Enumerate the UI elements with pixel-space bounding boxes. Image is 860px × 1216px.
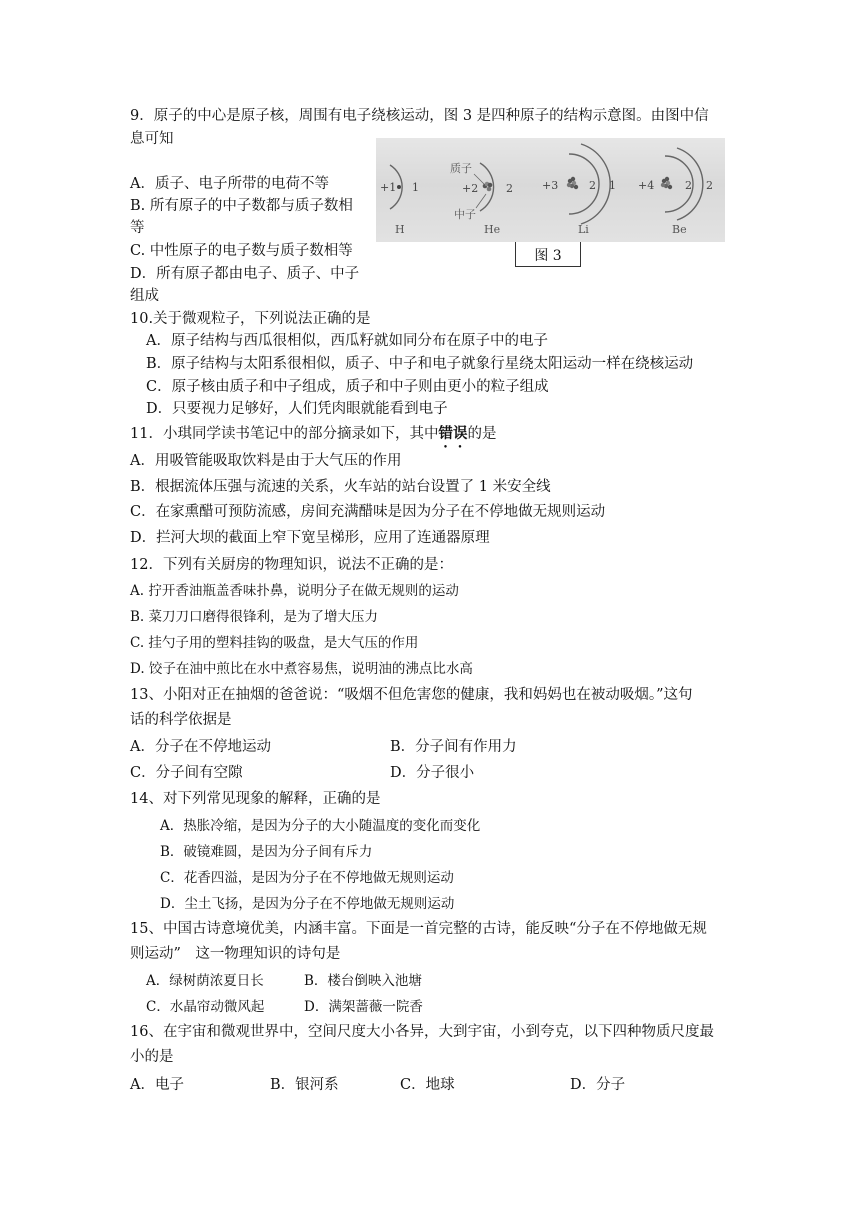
atom-be-charge: +4 bbox=[638, 179, 655, 192]
atom-h-shell-1-count: 1 bbox=[412, 181, 419, 194]
q16-stem-line2: 小的是 bbox=[130, 1049, 174, 1065]
q9-option-b-line1: B. 所有原子的中子数都与质子数相 bbox=[130, 198, 353, 214]
q15-option-a: A．绿树荫浓夏日长 bbox=[146, 973, 264, 989]
atom-hydrogen bbox=[380, 165, 419, 236]
q9-stem-line1: 9．原子的中心是原子核，周围有电子绕核运动，图 3 是四种原子的结构示意图。由图中信 bbox=[130, 108, 709, 124]
q13-option-c: C．分子间有空隙 bbox=[130, 765, 243, 781]
q9-option-d-line2: 组成 bbox=[130, 288, 159, 304]
q14-option-a: A．热胀冷缩，是因为分子的大小随温度的变化而变化 bbox=[160, 818, 481, 834]
q10-option-a: A．原子结构与西瓜很相似，西瓜籽就如同分布在原子中的电子 bbox=[146, 333, 548, 349]
label-neutron-pointer bbox=[476, 194, 486, 208]
q9-option-a: A．质子、电子所带的电荷不等 bbox=[130, 176, 329, 192]
q13-option-b: B．分子间有作用力 bbox=[390, 739, 517, 755]
atom-lithium bbox=[542, 144, 616, 236]
q9-option-b-line2: 等 bbox=[130, 220, 145, 236]
atom-h-charge: +1 bbox=[380, 181, 397, 194]
atom-he-shell-1-count: 2 bbox=[506, 182, 513, 195]
q13-option-d: D．分子很小 bbox=[390, 765, 475, 781]
q14-option-b: B．破镜难圆，是因为分子间有斥力 bbox=[160, 844, 373, 860]
atom-he-neutron-1 bbox=[487, 187, 492, 192]
atom-he-symbol: He bbox=[484, 223, 501, 236]
atom-li-particle-4 bbox=[574, 185, 578, 189]
q14-stem: 14、对下列常见现象的解释，正确的是 bbox=[130, 791, 381, 807]
atom-structure-svg bbox=[376, 138, 725, 242]
q10-option-d: D．只要视力足够好，人们凭肉眼就能看到电子 bbox=[146, 401, 448, 417]
q14-option-c: C．花香四溢，是因为分子在不停地做无规则运动 bbox=[160, 870, 454, 886]
atom-be-shell-1-count: 2 bbox=[685, 179, 692, 192]
q11-option-a: A．用吸管能吸取饮料是由于大气压的作用 bbox=[130, 453, 402, 469]
q11-option-d: D．拦河大坝的截面上窄下宽呈梯形，应用了连通器原理 bbox=[130, 530, 490, 546]
q13-stem-line2: 话的科学依据是 bbox=[130, 712, 232, 728]
q16-option-d: D．分子 bbox=[570, 1077, 626, 1093]
atom-structure-figure bbox=[376, 138, 725, 242]
atom-be-shell-2-count: 2 bbox=[706, 179, 713, 192]
atom-he-proton-2 bbox=[488, 183, 493, 188]
atom-be-particle-5 bbox=[661, 183, 665, 187]
q9-stem-line2: 息可知 bbox=[130, 131, 174, 147]
q11-option-c: C．在家熏醋可预防流感，房间充满醋味是因为分子在不停地做无规则运动 bbox=[130, 504, 606, 520]
q9-option-d-line1: D．所有原子都由电子、质子、中子 bbox=[130, 266, 360, 282]
q15-option-b: B．楼台倒映入池塘 bbox=[304, 973, 422, 989]
q14-option-d: D．尘土飞扬，是因为分子在不停地做无规则运动 bbox=[160, 896, 455, 912]
atom-he-charge: +2 bbox=[462, 182, 479, 195]
atom-helium bbox=[450, 161, 513, 236]
atom-be-particle-6 bbox=[665, 177, 669, 181]
atom-be-symbol: Be bbox=[672, 223, 687, 236]
atom-h-nucleus bbox=[397, 185, 401, 189]
q11-stem-emphasis: 错误 bbox=[438, 425, 468, 442]
q11-stem bbox=[130, 424, 496, 451]
q10-stem: 10.关于微观粒子，下列说法正确的是 bbox=[130, 311, 371, 327]
atom-li-shell-1-count: 2 bbox=[589, 179, 596, 192]
q16-stem-line1: 16、在宇宙和微观世界中，空间尺度大小各异，大到宇宙，小到夸克，以下四种物质尺度最 bbox=[130, 1024, 714, 1040]
q13-option-a: A．分子在不停地运动 bbox=[130, 739, 271, 755]
q13-stem-line1: 13、小阳对正在抽烟的爸爸说：“吸烟不但危害您的健康，我和妈妈也在被动吸烟。”这句 bbox=[130, 687, 693, 703]
atom-li-particle-6 bbox=[571, 177, 575, 181]
atom-be-particle-4 bbox=[668, 185, 672, 189]
q11-stem-post: 的是 bbox=[467, 426, 497, 442]
atom-li-shell-2-count: 1 bbox=[609, 179, 616, 192]
q12-option-c: C. 挂勺子用的塑料挂钩的吸盘，是大气压的作用 bbox=[130, 635, 419, 651]
q10-option-b: B．原子结构与太阳系很相似，质子、中子和电子就象行星绕太阳运动一样在绕核运动 bbox=[146, 356, 694, 372]
q10-option-c: C．原子核由质子和中子组成，质子和中子则由更小的粒子组成 bbox=[146, 379, 549, 395]
q12-option-b: B. 菜刀刀口磨得很锋利，是为了增大压力 bbox=[130, 609, 379, 625]
figure-caption-box bbox=[515, 242, 581, 267]
atom-li-particle-5 bbox=[567, 183, 571, 187]
atom-h-symbol: H bbox=[395, 223, 405, 236]
q15-option-c: C．水晶帘动微风起 bbox=[146, 999, 265, 1015]
q11-stem-pre: 11．小琪同学读书笔记中的部分摘录如下，其中 bbox=[130, 426, 439, 442]
figure-caption: 图 3 bbox=[534, 248, 562, 264]
q16-option-b: B．银河系 bbox=[270, 1077, 339, 1093]
q16-option-c: C．地球 bbox=[400, 1077, 455, 1093]
q9-option-c: C. 中性原子的电子数与质子数相等 bbox=[130, 243, 353, 259]
q12-option-d: D. 饺子在油中煎比在水中煮容易焦，说明油的沸点比水高 bbox=[130, 661, 473, 677]
q15-stem-line1: 15、中国古诗意境优美，内涵丰富。下面是一首完整的古诗，能反映“分子在不停地做无规 bbox=[130, 921, 707, 937]
q16-option-a: A．电子 bbox=[130, 1077, 184, 1093]
q15-option-d: D．满架蔷薇一院香 bbox=[304, 999, 423, 1015]
atom-beryllium bbox=[638, 148, 713, 236]
label-proton: 质子 bbox=[450, 162, 472, 175]
label-neutron: 中子 bbox=[454, 208, 476, 221]
q12-option-a: A. 拧开香油瓶盖香味扑鼻，说明分子在做无规则的运动 bbox=[130, 583, 459, 599]
q15-stem-line2: 则运动” 这一物理知识的诗句是 bbox=[130, 946, 341, 962]
q11-option-b: B．根据流体压强与流速的关系，火车站的站台设置了 1 米安全线 bbox=[130, 479, 551, 495]
atom-li-symbol: Li bbox=[578, 223, 589, 236]
atom-li-charge: +3 bbox=[542, 179, 559, 192]
q12-stem: 12．下列有关厨房的物理知识，说法不正确的是： bbox=[130, 557, 453, 573]
